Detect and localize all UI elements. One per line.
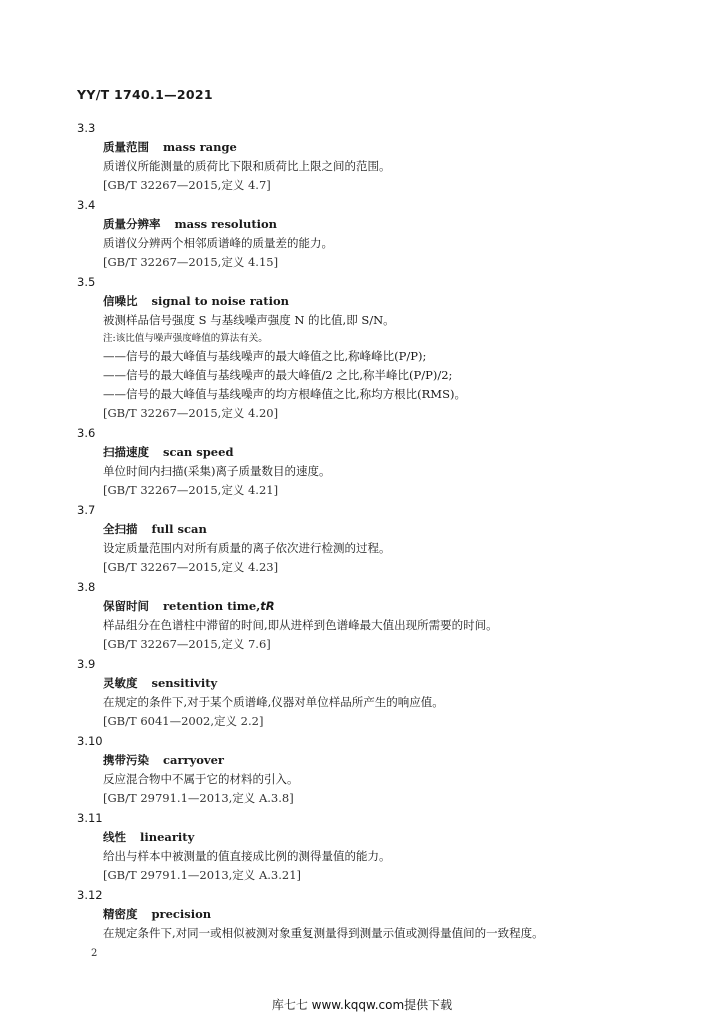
term-entry <box>0 731 724 808</box>
term-source: [GB/T 32267—2015,定义 4.15] <box>103 255 279 269</box>
term-definition: 在规定的条件下,对于某个质谱峰,仪器对单位样品所产生的响应值。 <box>103 695 444 709</box>
term-title-zh: 精密度 <box>103 907 138 921</box>
term-title <box>103 674 724 693</box>
term-number: 3.5 <box>77 275 96 289</box>
term-definition: 给出与样本中被测量的值直接成比例的测得量值的能力。 <box>103 849 391 863</box>
term-source: [GB/T 29791.1—2013,定义 A.3.21] <box>103 868 302 882</box>
term-number: 3.3 <box>77 121 96 135</box>
term-title-en: linearity <box>140 830 195 844</box>
term-entry <box>0 118 724 195</box>
term-source: [GB/T 6041—2002,定义 2.2] <box>103 714 264 728</box>
term-title <box>103 905 724 924</box>
term-source: [GB/T 29791.1—2013,定义 A.3.8] <box>103 791 294 805</box>
term-source: [GB/T 32267—2015,定义 4.20] <box>103 406 279 420</box>
term-title-zh: 扫描速度 <box>103 445 149 459</box>
term-title-en: full scan <box>151 522 207 536</box>
term-source: [GB/T 32267—2015,定义 7.6] <box>103 637 271 651</box>
term-title-zh: 质量分辨率 <box>103 217 161 231</box>
term-source: [GB/T 32267—2015,定义 4.21] <box>103 483 279 497</box>
term-entry <box>0 885 724 943</box>
term-title-en: carryover <box>163 753 224 767</box>
term-title <box>103 443 724 462</box>
term-title-zh: 质量范围 <box>103 140 149 154</box>
term-definition: 单位时间内扫描(采集)离子质量数目的速度。 <box>103 464 331 478</box>
term-number: 3.11 <box>77 811 103 825</box>
term-title <box>103 751 724 770</box>
term-source: [GB/T 32267—2015,定义 4.23] <box>103 560 279 574</box>
list-item: ——信号的最大峰值与基线噪声的最大峰值/2 之比,称半峰比(P/P)/2; <box>103 368 453 382</box>
term-definition: 在规定条件下,对同一或相似被测对象重复测量得到测量示值或测得量值间的一致程度。 <box>103 926 544 940</box>
term-title <box>103 215 724 234</box>
term-title <box>103 520 724 539</box>
term-definition: 质谱仪分辨两个相邻质谱峰的质量差的能力。 <box>103 236 333 250</box>
term-definition: 设定质量范围内对所有质量的离子依次进行检测的过程。 <box>103 541 391 555</box>
term-title-zh: 保留时间 <box>103 599 149 613</box>
term-number: 3.12 <box>77 888 103 902</box>
term-number: 3.4 <box>77 198 96 212</box>
term-title <box>103 292 724 311</box>
term-entry <box>0 195 724 272</box>
term-number: 3.8 <box>77 580 96 594</box>
term-title-en: sensitivity <box>151 676 218 690</box>
list-item: ——信号的最大峰值与基线噪声的均方根峰值之比,称均方根比(RMS)。 <box>103 387 466 401</box>
term-note: 注:该比值与噪声强度峰值的算法有关。 <box>103 333 268 344</box>
term-title-en: retention time, <box>163 599 261 613</box>
term-entry <box>0 423 724 500</box>
term-title <box>103 597 724 616</box>
term-title-zh: 信噪比 <box>103 294 138 308</box>
term-title-zh: 线性 <box>103 830 126 844</box>
term-number: 3.9 <box>77 657 96 671</box>
term-number: 3.7 <box>77 503 96 517</box>
term-title-zh: 携带污染 <box>103 753 149 767</box>
term-definition: 反应混合物中不属于它的材料的引入。 <box>103 772 299 786</box>
term-entry <box>0 577 724 654</box>
term-number: 3.6 <box>77 426 96 440</box>
term-symbol: tR <box>260 599 275 613</box>
term-title-en: mass resolution <box>174 217 278 231</box>
term-title-en: signal to noise ration <box>151 294 289 308</box>
term-title <box>103 828 724 847</box>
term-title-en: precision <box>151 907 212 921</box>
standard-code: YY/T 1740.1—2021 <box>77 87 213 102</box>
term-entry <box>0 500 724 577</box>
term-definition: 被测样品信号强度 S 与基线噪声强度 N 的比值,即 S/N。 <box>103 313 395 327</box>
list-item: ——信号的最大峰值与基线噪声的最大峰值之比,称峰峰比(P/P); <box>103 349 427 363</box>
term-entry <box>0 272 724 423</box>
page-number: 2 <box>91 948 98 959</box>
term-title-en: scan speed <box>163 445 234 459</box>
term-definition: 质谱仪所能测量的质荷比下限和质荷比上限之间的范围。 <box>103 159 391 173</box>
term-source: [GB/T 32267—2015,定义 4.7] <box>103 178 271 192</box>
terms-body <box>0 118 724 943</box>
term-definition: 样品组分在色谱柱中滞留的时间,即从进样到色谱峰最大值出现所需要的时间。 <box>103 618 498 632</box>
term-number: 3.10 <box>77 734 103 748</box>
term-entry <box>0 808 724 885</box>
term-title-zh: 灵敏度 <box>103 676 138 690</box>
download-footer: 库七七 www.kqqw.com提供下载 <box>271 998 453 1012</box>
term-entry <box>0 654 724 731</box>
term-title-en: mass range <box>163 140 237 154</box>
term-title-zh: 全扫描 <box>103 522 138 536</box>
term-title <box>103 138 724 157</box>
